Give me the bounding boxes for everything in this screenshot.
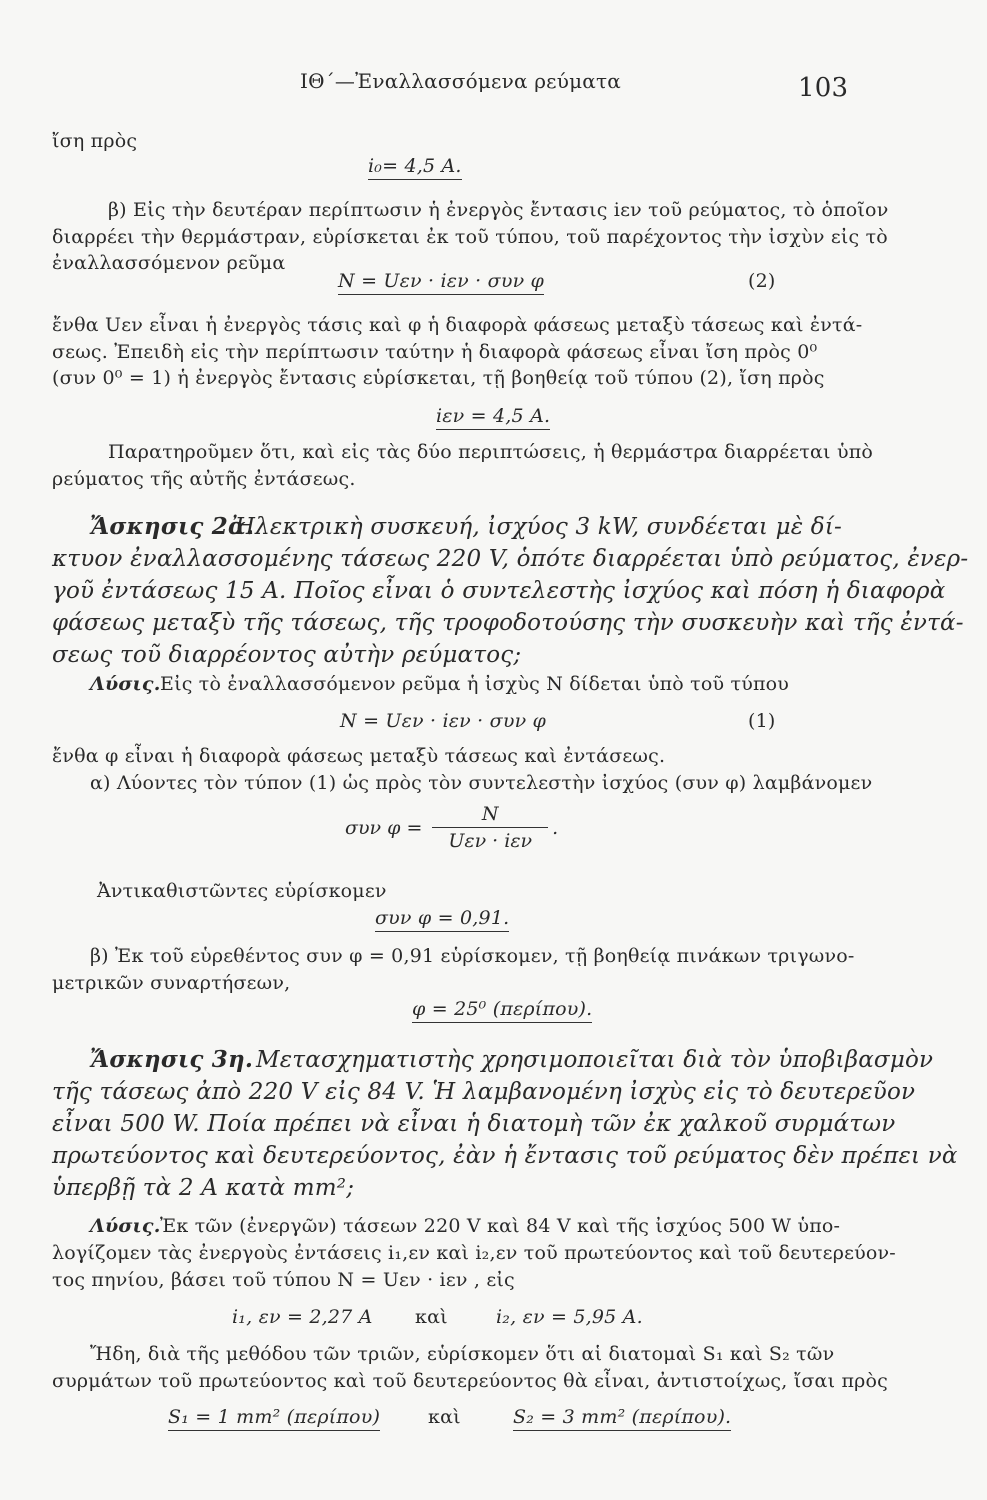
- exercise-text: ὑπερβῇ τὰ 2 A κατὰ mm²;: [52, 1175, 355, 1201]
- text-line: Παρατηροῦμεν ὅτι, καὶ εἰς τὰς δύο περιπτώσεις, ἡ θερμάστρα διαρρέεται ὑπὸ: [108, 441, 874, 463]
- exercise-text: κτυον ἐναλλασσομένης τάσεως 220 V, ὁπότε διαρρέεται ὑπὸ ρεύματος, ἐνερ-: [52, 546, 969, 572]
- fraction-lhs: συν φ =: [345, 816, 423, 839]
- text-line: διαρρέει τὴν θερμάστραν, εὑρίσκεται ἐκ τοῦ τύπου, τοῦ παρέχοντος τὴν ἰσχὺν εἰς τὸ: [52, 226, 888, 248]
- text-line: λογίζομεν τὰς ἐνεργοὺς ἐντάσεις i₁,εν καὶ i₂,εν τοῦ πρωτεύοντος καὶ τοῦ δευτερεύον-: [52, 1242, 896, 1264]
- result-equation: i₂, εν = 5,95 A.: [496, 1306, 643, 1328]
- exercise-text: γοῦ ἐντάσεως 15 A. Ποῖος εἶναι ὁ συντελεστὴς ἰσχύος καὶ πόση ἡ διαφορὰ: [52, 578, 946, 604]
- page-number: 103: [798, 73, 849, 103]
- text-line: ἐναλλασσόμενον ρεῦμα: [52, 252, 286, 274]
- result-equation: φ = 25⁰ (περίπου).: [412, 998, 592, 1023]
- exercise-text: φάσεως μεταξὺ τῆς τάσεως, τῆς τροφοδοτούσης τὴν συσκευὴν καὶ τῆς ἐντά-: [52, 610, 964, 636]
- solution-label: Λύσις.: [90, 673, 161, 695]
- formula-2: N = Uεν · iεν · συν φ: [338, 270, 544, 295]
- text-line: συρμάτων τοῦ πρωτεύοντος καὶ τοῦ δευτερεύοντος θὰ εἶναι, ἀντιστοίχως, ἴσαι πρὸς: [52, 1370, 889, 1392]
- text-line: ἴση πρὸς: [52, 130, 138, 152]
- text-line: Ἀντικαθιστῶντες εὑρίσκομεν: [97, 880, 387, 902]
- text-line: σεως. Ἐπειδὴ εἰς τὴν περίπτωσιν ταύτην ἡ διαφορὰ φάσεως εἶναι ἴση πρὸς 0⁰: [52, 341, 818, 363]
- exercise-text: Μετασχηματιστὴς χρησιμοποιεῖται διὰ τὸν ὑποβιβασμὸν: [256, 1047, 934, 1073]
- text-line: Ἤδη, διὰ τῆς μεθόδου τῶν τριῶν, εὑρίσκομεν ὅτι αἱ διατομαὶ S₁ καὶ S₂ τῶν: [90, 1343, 835, 1365]
- exercise-3-heading: Ἄσκησις 3η.: [90, 1046, 254, 1073]
- exercise-2-heading: Ἄσκησις 2α.: [90, 513, 255, 540]
- result-equation: S₂ = 3 mm² (περίπου).: [513, 1406, 731, 1431]
- formula-1: N = Uεν · iεν · συν φ: [340, 710, 547, 732]
- text-line: μετρικῶν συναρτήσεων,: [52, 972, 291, 994]
- text-line: τος πηνίου, βάσει τοῦ τύπου N = Uεν · iεν , εἰς: [52, 1269, 515, 1291]
- equation-number: (2): [748, 270, 776, 292]
- equation-number: (1): [748, 710, 776, 732]
- exercise-text: τῆς τάσεως ἀπὸ 220 V εἰς 84 V. Ἡ λαμβανομένη ἰσχὺς εἰς τὸ δευτερεῦον: [52, 1079, 916, 1105]
- result-equation: iεν = 4,5 A.: [436, 405, 550, 430]
- fraction-denominator: Uεν · iεν: [432, 827, 548, 852]
- result-equation: συν φ = 0,91.: [375, 907, 509, 932]
- result-equation: i₀= 4,5 A.: [368, 155, 462, 180]
- exercise-text: Ἠλεκτρικὴ συσκευή, ἰσχύος 3 kW, συνδέεται μὲ δί-: [232, 514, 843, 540]
- running-header: ΙΘ΄—Ἐναλλασσόμενα ρεύματα: [300, 69, 621, 93]
- fraction-numerator: N: [481, 803, 499, 825]
- text-line: Ἐκ τῶν (ἐνεργῶν) τάσεων 220 V καὶ 84 V καὶ τῆς ἰσχύος 500 W ὑπο-: [160, 1215, 841, 1237]
- text-line: β) Εἰς τὴν δευτέραν περίπτωσιν ἡ ἐνεργὸς ἔντασις iεν τοῦ ρεύματος, τὸ ὁποῖον: [108, 199, 889, 221]
- text-line: Εἰς τὸ ἐναλλασσόμενον ρεῦμα ἡ ἰσχὺς N δίδεται ὑπὸ τοῦ τύπου: [160, 673, 790, 695]
- text-line: α) Λύοντες τὸν τύπον (1) ὡς πρὸς τὸν συντελεστὴν ἰσχύος (συν φ) λαμβάνομεν: [90, 772, 873, 794]
- text-line: ρεύματος τῆς αὐτῆς ἐντάσεως.: [52, 468, 356, 490]
- result-equation: i₁, εν = 2,27 A: [232, 1306, 373, 1328]
- text-line: καὶ: [415, 1306, 448, 1328]
- exercise-text: εἶναι 500 W. Ποία πρέπει νὰ εἶναι ἡ διατομὴ τῶν ἐκ χαλκοῦ συρμάτων: [52, 1111, 896, 1137]
- text-line: καὶ: [428, 1406, 461, 1428]
- text-line: ἔνθα φ εἶναι ἡ διαφορὰ φάσεως μεταξὺ τάσεως καὶ ἐντάσεως.: [52, 745, 666, 767]
- exercise-text: πρωτεύοντος καὶ δευτερεύοντος, ἐὰν ἡ ἔντασις τοῦ ρεύματος δὲν πρέπει νὰ: [52, 1143, 958, 1169]
- text-line: β) Ἐκ τοῦ εὑρεθέντος συν φ = 0,91 εὑρίσκομεν, τῇ βοηθείᾳ πινάκων τριγωνο-: [90, 945, 855, 967]
- text-line: (συν 0⁰ = 1) ἡ ἐνεργὸς ἔντασις εὑρίσκεται, τῇ βοηθείᾳ τοῦ τύπου (2), ἴση πρὸς: [52, 367, 825, 389]
- power-factor-fraction: συν φ = $\frac{N}{\text{Uεν · iεν}}$ .: [345, 803, 559, 852]
- text-line: ἔνθα Uεν εἶναι ἡ ἐνεργὸς τάσις καὶ φ ἡ διαφορὰ φάσεως μεταξὺ τάσεως καὶ ἐντά-: [52, 314, 863, 336]
- solution-label: Λύσις.: [90, 1215, 161, 1237]
- result-equation: S₁ = 1 mm² (περίπου): [168, 1406, 380, 1431]
- exercise-text: σεως τοῦ διαρρέοντος αὐτὴν ρεύματος;: [52, 642, 522, 668]
